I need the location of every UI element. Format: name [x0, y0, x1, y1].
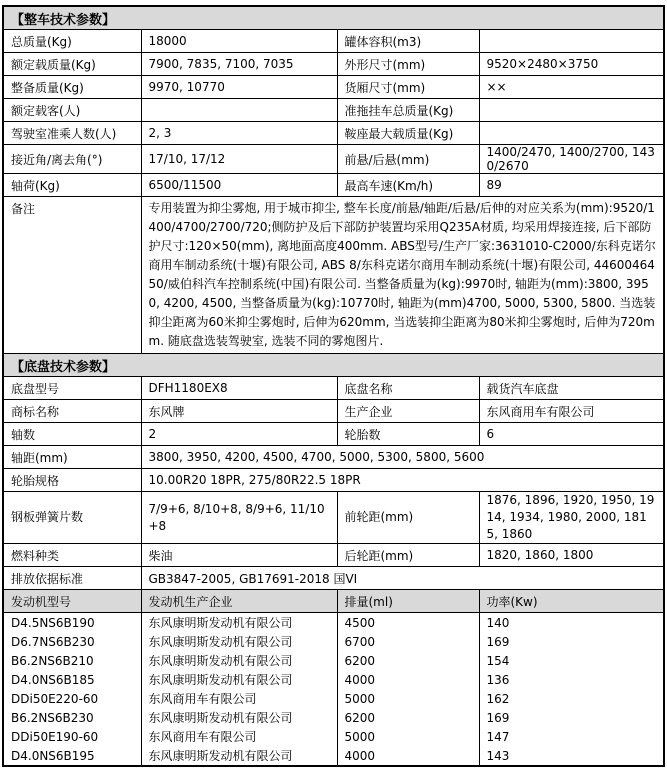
engine-col-header: 功率(Kw)	[479, 590, 664, 613]
engine-model: B6.2NS6B230	[3, 708, 141, 727]
param-label: 前轮距(mm)	[337, 492, 479, 544]
param-value: 1876, 1896, 1920, 1950, 1914, 1934, 1980, 2000, 1815, 1860	[479, 492, 664, 544]
param-label: 轮胎规格	[3, 469, 141, 492]
engine-row	[3, 746, 664, 766]
engine-row	[3, 651, 664, 670]
section-header-row	[3, 6, 664, 30]
param-value: 7900, 7835, 7100, 7035	[141, 53, 337, 76]
param-value: 9970, 10770	[141, 76, 337, 99]
param-value	[479, 30, 664, 53]
param-label: 排放依据标准	[3, 567, 141, 590]
table-row	[3, 423, 664, 446]
engine-manufacturer: 东风商用车有限公司	[141, 727, 337, 746]
section-header-row	[3, 354, 664, 377]
engine-manufacturer: 东风康明斯发动机有限公司	[141, 651, 337, 670]
engine-displacement: 6200	[337, 708, 479, 727]
param-label: 整备质量(Kg)	[3, 76, 141, 99]
param-value: 柴油	[141, 544, 337, 567]
engine-displacement: 6200	[337, 651, 479, 670]
param-label: 罐体容积(m3)	[337, 30, 479, 53]
engine-displacement: 5000	[337, 727, 479, 746]
table-row	[3, 30, 664, 53]
engine-model: DDi50E190-60	[3, 727, 141, 746]
remark-text: 专用装置为抑尘雾炮, 用于城市抑尘, 整车长度/前悬/轴距/后悬/后伸的对应关系为(mm):9520/1400/4700/2700/720;侧防护及后下部防护装置均采用Q235A材质, 均采用焊接连接, 后下部防护尺寸:120×50(mm), 离地面高度400mm. ABS型号/生产厂家:3631010-C2000/东科克诺尔商用车制动系统(十堰)有限公司, ABS 8/东科克诺尔商用车制动系统(十堰)有限公司, 4460046450/威伯科汽车控制系统(中国)有限公司. 当整备质量为(kg):9970时, 轴距为(mm):3800, 3950, 4200, 4500, 当整备质量为(kg):10770时, 轴距为(mm)4700, 5000, 5300, 5800. 当选装抑尘距离为60米抑尘雾炮时, 后伸为620mm, 当选装抑尘距离为80米抑尘雾炮时, 后伸为720mm. 随底盘选装驾驶室, 选装不同的雾炮图片.	[141, 197, 664, 354]
engine-manufacturer: 东风康明斯发动机有限公司	[141, 746, 337, 766]
engine-power: 169	[479, 708, 664, 727]
param-value: 18000	[141, 30, 337, 53]
engine-model: D4.0NS6B185	[3, 670, 141, 689]
table-row	[3, 377, 664, 400]
param-label: 前悬/后悬(mm)	[337, 145, 479, 174]
param-label: 总质量(Kg)	[3, 30, 141, 53]
table-row	[3, 469, 664, 492]
engine-power: 143	[479, 746, 664, 766]
param-label: 后轮距(mm)	[337, 544, 479, 567]
param-label: 轴距(mm)	[3, 446, 141, 469]
param-value: DFH1180EX8	[141, 377, 337, 400]
engine-model: B6.2NS6B210	[3, 651, 141, 670]
section1-title: 【整车技术参数】	[3, 6, 664, 30]
param-value: 10.00R20 18PR, 275/80R22.5 18PR	[141, 469, 664, 492]
engine-model: D4.0NS6B195	[3, 746, 141, 766]
param-label: 轴数	[3, 423, 141, 446]
param-value: 7/9+6, 8/10+8, 8/9+6, 11/10+8	[141, 492, 337, 544]
param-label: 轴荷(Kg)	[3, 174, 141, 197]
param-label: 准拖挂车总质量(Kg)	[337, 99, 479, 122]
param-label: 额定载质量(Kg)	[3, 53, 141, 76]
section2-title: 【底盘技术参数】	[3, 354, 664, 377]
engine-row	[3, 708, 664, 727]
param-label: 鞍座最大载质量(Kg)	[337, 122, 479, 145]
engine-power: 140	[479, 613, 664, 633]
table-row	[3, 99, 664, 122]
table-row	[3, 145, 664, 174]
param-value: ××	[479, 76, 664, 99]
engine-manufacturer: 东风康明斯发动机有限公司	[141, 670, 337, 689]
param-label: 商标名称	[3, 400, 141, 423]
engine-displacement: 4000	[337, 670, 479, 689]
engine-row	[3, 670, 664, 689]
engine-row	[3, 689, 664, 708]
engine-power: 147	[479, 727, 664, 746]
param-label: 燃料种类	[3, 544, 141, 567]
param-label: 接近角/离去角(°)	[3, 145, 141, 174]
engine-power: 162	[479, 689, 664, 708]
param-label: 驾驶室准乘人数(人)	[3, 122, 141, 145]
engine-model: D6.7NS6B230	[3, 632, 141, 651]
engine-row	[3, 632, 664, 651]
param-label: 货厢尺寸(mm)	[337, 76, 479, 99]
engine-col-header: 发动机生产企业	[141, 590, 337, 613]
table-row	[3, 122, 664, 145]
table-row	[3, 544, 664, 567]
engine-header-row	[3, 590, 664, 613]
param-label: 额定载客(人)	[3, 99, 141, 122]
param-value: 东风牌	[141, 400, 337, 423]
param-label: 底盘型号	[3, 377, 141, 400]
param-label: 最高车速(Km/h)	[337, 174, 479, 197]
remark-row	[3, 197, 664, 354]
param-value	[479, 99, 664, 122]
engine-displacement: 5000	[337, 689, 479, 708]
engine-manufacturer: 东风康明斯发动机有限公司	[141, 708, 337, 727]
engine-col-header: 发动机型号	[3, 590, 141, 613]
engine-manufacturer: 东风康明斯发动机有限公司	[141, 613, 337, 633]
param-value: 载货汽车底盘	[479, 377, 664, 400]
param-label: 外形尺寸(mm)	[337, 53, 479, 76]
param-label: 生产企业	[337, 400, 479, 423]
param-value: 89	[479, 174, 664, 197]
engine-displacement: 4000	[337, 746, 479, 766]
engine-power: 136	[479, 670, 664, 689]
param-value: 2	[141, 423, 337, 446]
param-value	[141, 99, 337, 122]
table-row	[3, 53, 664, 76]
engine-model: DDi50E220-60	[3, 689, 141, 708]
table-row	[3, 446, 664, 469]
table-row	[3, 567, 664, 590]
param-value: 东风商用车有限公司	[479, 400, 664, 423]
param-value: GB3847-2005, GB17691-2018 国VI	[141, 567, 664, 590]
engine-displacement: 4500	[337, 613, 479, 633]
param-value: 1820, 1860, 1800	[479, 544, 664, 567]
table-row	[3, 492, 664, 544]
param-value: 3800, 3950, 4200, 4500, 4700, 5000, 5300, 5800, 5600	[141, 446, 664, 469]
param-label: 轮胎数	[337, 423, 479, 446]
engine-manufacturer: 东风商用车有限公司	[141, 689, 337, 708]
engine-manufacturer: 东风康明斯发动机有限公司	[141, 632, 337, 651]
engine-model: D4.5NS6B190	[3, 613, 141, 633]
param-value: 1400/2470, 1400/2700, 1430/2670	[479, 145, 664, 174]
spec-table	[2, 5, 665, 767]
table-row	[3, 174, 664, 197]
param-value: 9520×2480×3750	[479, 53, 664, 76]
param-value	[479, 122, 664, 145]
param-value: 6	[479, 423, 664, 446]
param-label: 底盘名称	[337, 377, 479, 400]
engine-displacement: 6700	[337, 632, 479, 651]
remark-label: 备注	[3, 197, 141, 354]
param-value: 6500/11500	[141, 174, 337, 197]
engine-col-header: 排量(ml)	[337, 590, 479, 613]
param-label: 钢板弹簧片数	[3, 492, 141, 544]
engine-power: 154	[479, 651, 664, 670]
engine-power: 169	[479, 632, 664, 651]
table-row	[3, 400, 664, 423]
param-value: 2, 3	[141, 122, 337, 145]
engine-row	[3, 727, 664, 746]
engine-row	[3, 613, 664, 633]
table-row	[3, 76, 664, 99]
param-value: 17/10, 17/12	[141, 145, 337, 174]
